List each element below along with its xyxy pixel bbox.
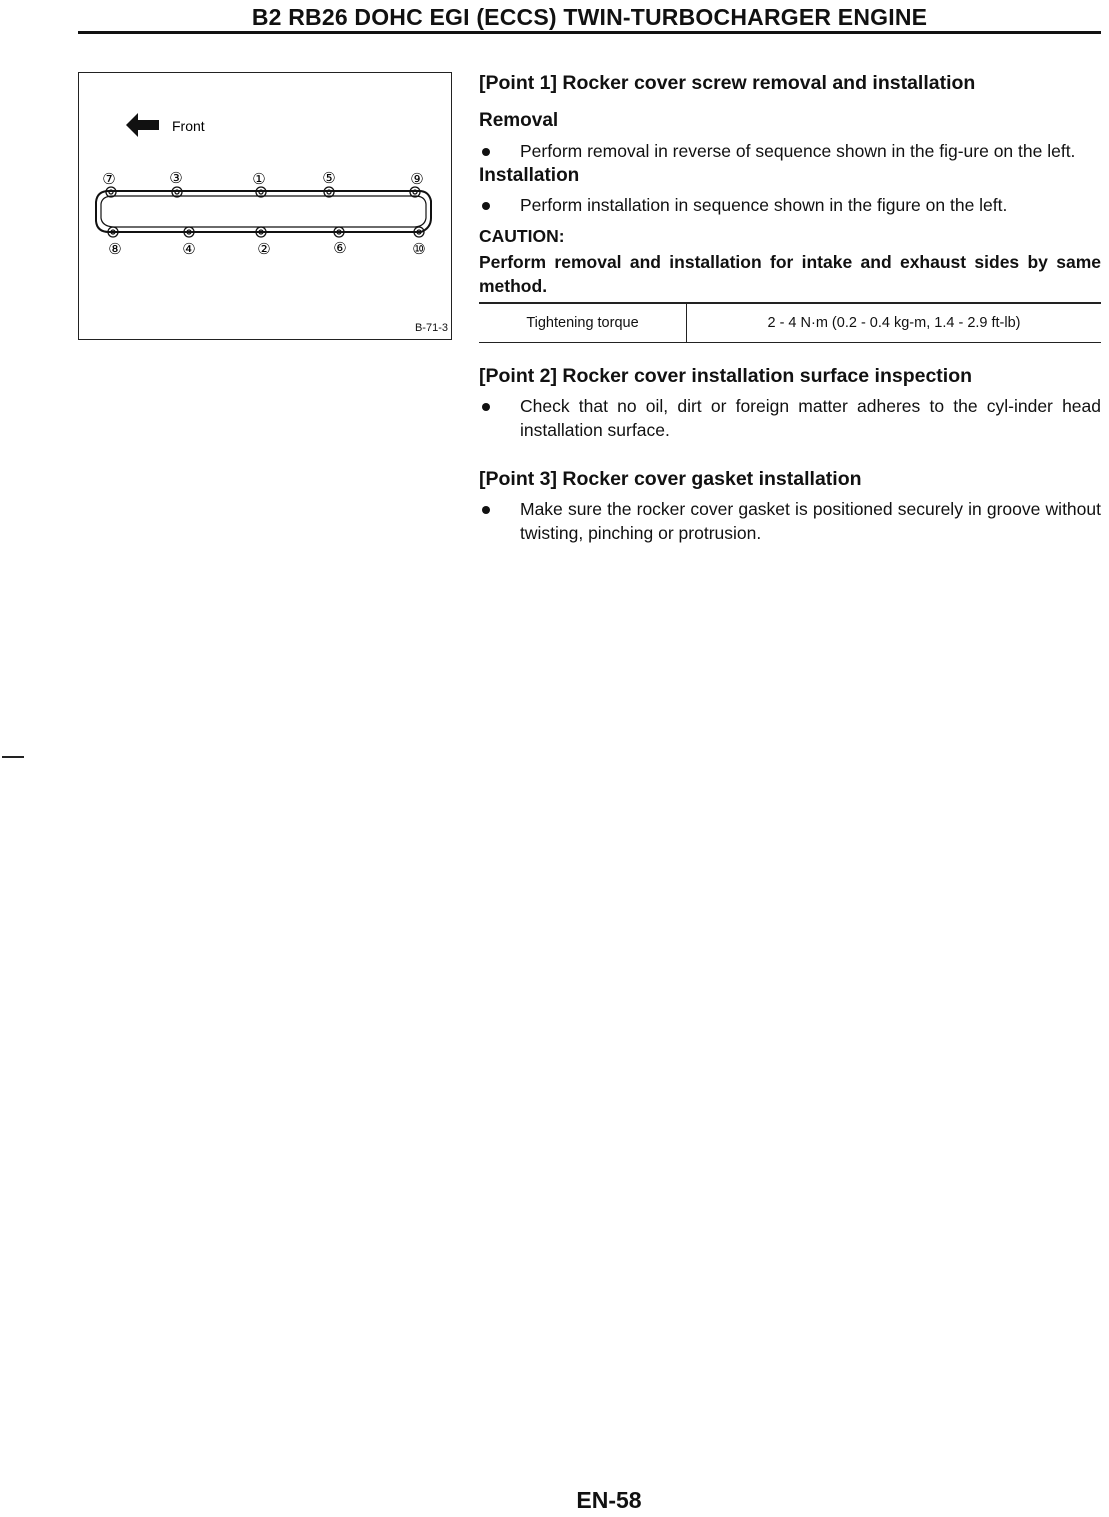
seq-number-top: ⑨ — [410, 170, 424, 188]
seq-number-top: ⑦ — [102, 170, 116, 188]
table-row — [479, 303, 1101, 343]
seq-number-top: ⑤ — [322, 169, 336, 187]
bolt-sequence-figure — [78, 72, 452, 340]
point3-text: Make sure the rocker cover gasket is positioned securely in groove without twisting, pinching or protrusion. — [520, 499, 1101, 543]
torque-value-cell: 2 - 4 N·m (0.2 - 0.4 kg-m, 1.4 - 2.9 ft-lb) — [687, 303, 1102, 343]
gasket-inner-line — [101, 196, 426, 227]
header-rule — [78, 31, 1101, 34]
front-arrow-icon — [126, 113, 159, 137]
seq-number-bottom: ⑩ — [412, 240, 426, 258]
page-header-title: B2 RB26 DOHC EGI (ECCS) TWIN-TURBOCHARGER ENGINE — [251, 4, 928, 30]
main-content — [479, 70, 1101, 545]
installation-bullet — [479, 193, 1101, 217]
point2-bullet — [479, 394, 1101, 442]
seq-number-bottom: ④ — [182, 240, 196, 258]
installation-text: Perform installation in sequence shown in the figure on the left. — [520, 195, 1008, 215]
removal-bullet — [479, 139, 1101, 163]
caution-text: Perform removal and installation for intake and exhaust sides by same method. — [479, 252, 1101, 296]
rocker-cover-diagram — [79, 73, 451, 339]
figure-code: B-71-3 — [414, 322, 448, 334]
gasket-outline — [96, 191, 431, 232]
bullet-dot-icon — [482, 148, 490, 156]
point3-title: [Point 3] Rocker cover gasket installation — [479, 468, 862, 490]
removal-text: Perform removal in reverse of sequence shown in the fig-ure on the left. — [520, 141, 1076, 161]
margin-mark — [2, 756, 24, 758]
torque-label-cell: Tightening torque — [479, 303, 687, 343]
seq-number-bottom: ⑧ — [108, 240, 122, 258]
seq-number-bottom: ⑥ — [333, 239, 347, 257]
page-number: EN-58 — [576, 1487, 642, 1513]
seq-number-bottom: ② — [257, 240, 271, 258]
point3-bullet — [479, 497, 1101, 545]
installation-heading: Installation — [479, 165, 580, 186]
point2-text: Check that no oil, dirt or foreign matter adheres to the cyl-inder head installation surface. — [520, 396, 1101, 440]
point2-title: [Point 2] Rocker cover installation surface inspection — [479, 365, 973, 387]
bullet-dot-icon — [482, 202, 490, 210]
seq-number-top: ③ — [169, 169, 183, 187]
seq-number-top: ① — [252, 170, 266, 188]
point1-title: [Point 1] Rocker cover screw removal and installation — [479, 72, 976, 94]
bullet-dot-icon — [482, 403, 490, 411]
caution-heading: CAUTION: — [479, 226, 565, 246]
torque-table — [479, 302, 1101, 343]
removal-heading: Removal — [479, 110, 559, 131]
bullet-dot-icon — [482, 506, 490, 514]
front-label: Front — [172, 118, 205, 134]
